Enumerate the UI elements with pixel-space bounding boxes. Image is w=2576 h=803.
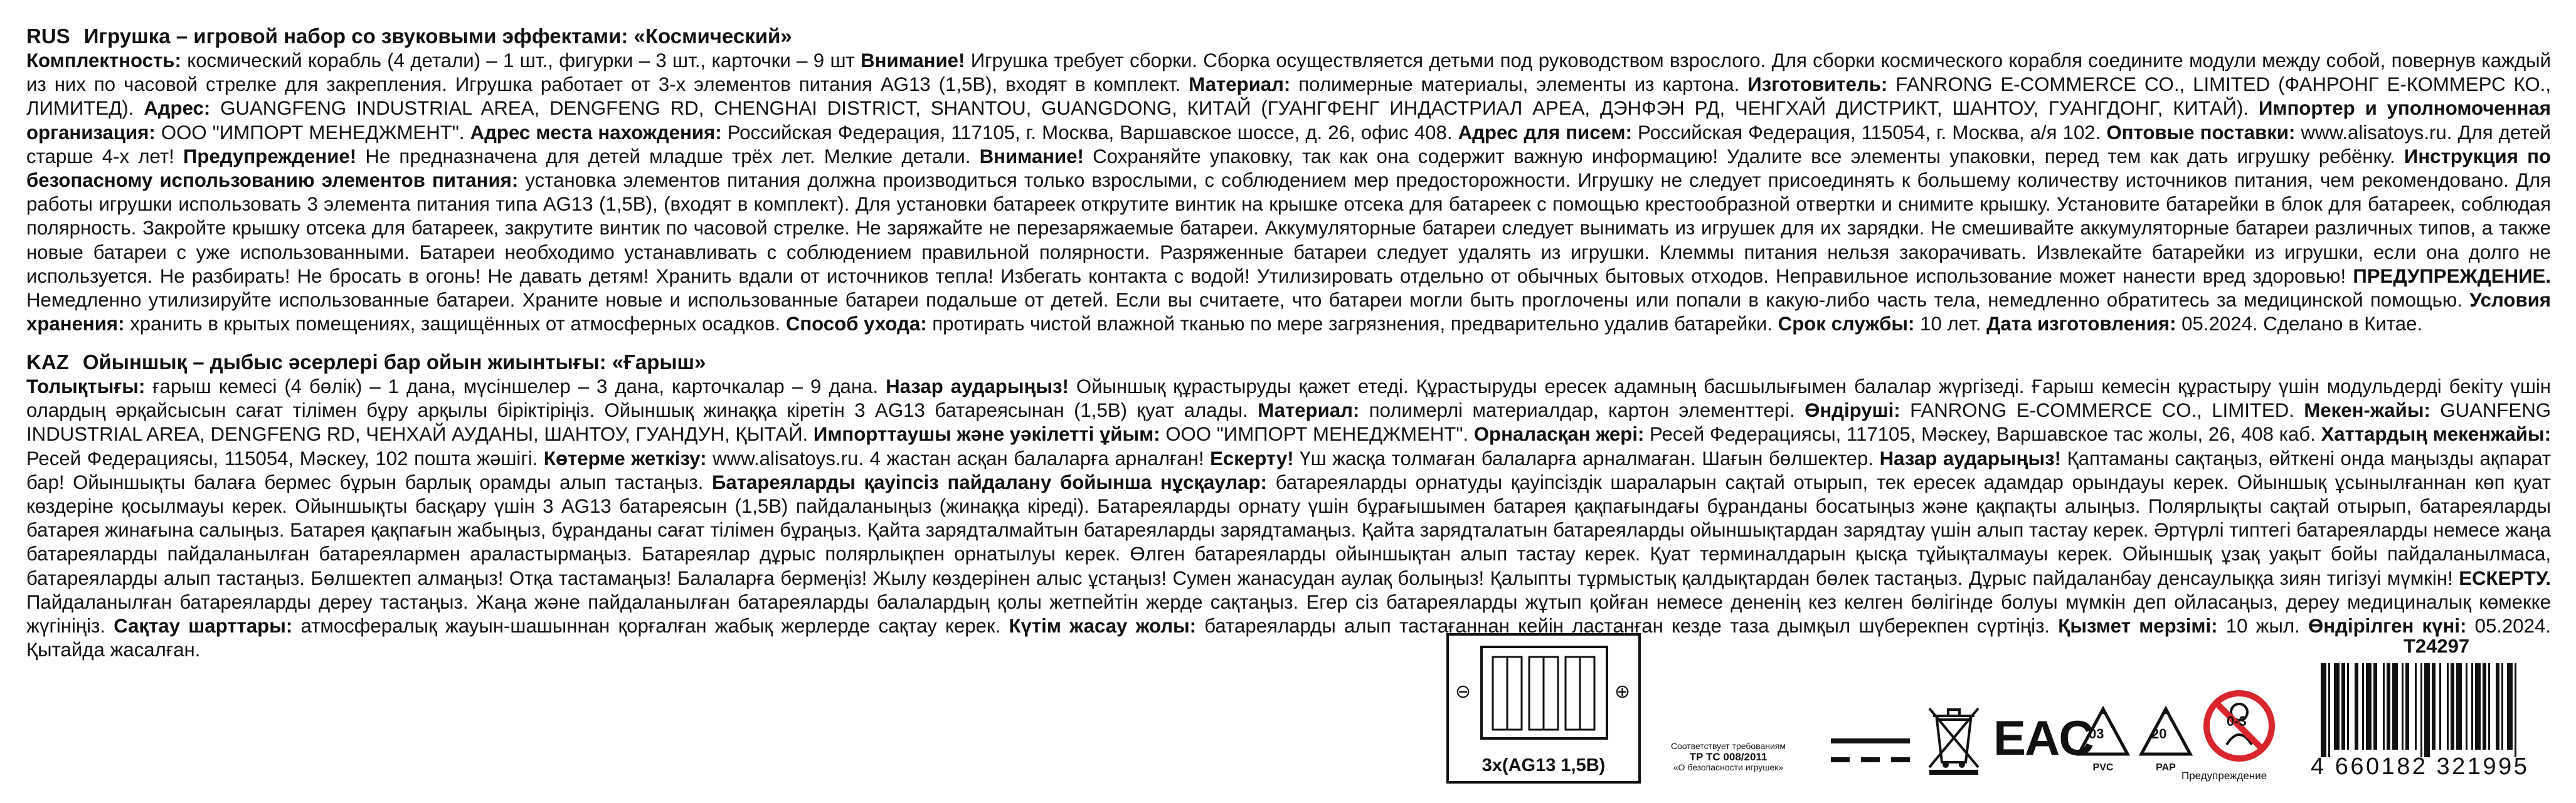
barcode-bar xyxy=(2341,663,2345,750)
kaz-bold-label: Өндірілген күні: xyxy=(2308,615,2467,638)
rus-text-segment: 10 лет. xyxy=(1914,313,1987,335)
warning-label: Предупреждение xyxy=(2181,770,2267,782)
kaz-text-segment: батареяларды алып тастағаннан кейін ластанған кезде таза дымқыл шүберекпен сүртіңіз. xyxy=(1196,615,2059,638)
rus-lang-code: RUS xyxy=(26,24,70,48)
rus-text-segment: Российская Федерация, 115054, г. Москва, а/я 102. xyxy=(1631,121,2107,144)
rus-text-segment: Сохраняйте упаковку, так как она содержит важную информацию! Удалите все элементы упаковки, перед тем как дать игрушку ребёнку. xyxy=(1083,145,2404,167)
kaz-bold-label: Толықтығы: xyxy=(26,375,146,397)
barcode-bar xyxy=(2471,663,2473,750)
rus-text-segment: GUANGFENG INDUSTRIAL AREA, DENGFENG RD, CHENGHAI DISTRICT, SHANTOU, GUANGDONG, КИТАЙ (ГУАНГФЕНГ ИНДАСТРИАЛ АРЕА, ДЭНФЭН РД, ЧЕНГХАЙ ДИСТРИКТ, ШАНТОУ, ГУАНГДОНГ, КИТАЙ). xyxy=(210,97,2259,120)
rus-text-segment: Игрушка требует сборки. Сборка осуществляется детьми под руководством взрослого. Для сборки космического корабля соедините модули между собой, повернув каждый из них по часовой стрелке для закрепления. Игрушка работает от 3-х элементов питания AG13 (1,5В), входят в комплект. xyxy=(26,50,2551,96)
rus-title: Игрушка – игровой набор со звуковыми эффектами: «Космический» xyxy=(83,24,792,48)
rus-bold-label: ПРЕДУПРЕЖДЕНИЕ. xyxy=(2353,265,2551,287)
kaz-text-segment: ООО "ИМПОРТ МЕНЕДЖМЕНТ". xyxy=(1160,423,1474,446)
kaz-bold-label: Материал: xyxy=(1258,399,1360,422)
kaz-bold-label: Назар аударыңыз! xyxy=(1879,447,2062,470)
pvc-label: PVC xyxy=(2092,762,2114,773)
direct-current-icon xyxy=(1828,732,1913,770)
rus-heading xyxy=(26,24,2551,49)
barcode-bar xyxy=(2447,663,2449,750)
barcode-bar xyxy=(2347,663,2349,750)
kaz-bold-label: Өндіруші: xyxy=(1805,399,1900,422)
rus-bold-label: Внимание! xyxy=(979,145,1084,167)
kaz-text-segment: Пайдаланылған батареяларды дереу тастаңыз. Жаңа және пайдаланылған батареяларды балалардың қолы жетпейтін жерде сақтаңыз. Егер сіз батареяларды жұтып қойған немесе дененің кез келген бөлігінде болуы мүмкін деп ойласаңыз, дереу медициналық көмекке жүгініңіз. xyxy=(26,590,2551,638)
pvc-number: 03 xyxy=(2089,726,2104,742)
rus-bold-label: Адрес для писем: xyxy=(1458,121,1632,144)
rus-bold-label: Условия хранения: xyxy=(26,289,2551,335)
battery-diagram xyxy=(1446,633,1641,784)
kaz-text-segment: полимерлі материалдар, картон элементтері. xyxy=(1359,399,1805,422)
rus-description xyxy=(26,49,2551,336)
barcode-bar xyxy=(2439,663,2441,750)
barcode-bar xyxy=(2420,663,2422,757)
kaz-text-segment: 05.2024. Қытайда жасалған. xyxy=(26,615,2551,661)
kaz-bold-label: Батареяларды қауіпсіз пайдалану бойынша нұсқаулар: xyxy=(712,471,1267,493)
rus-text-segment: Не предназначена для детей младше трёх лет. Мелкие детали. xyxy=(356,145,980,167)
rus-text-segment: установка элементов питания должна производиться только взрослыми, с соблюдением мер предосторожности. Игрушку не следует присоединять к большему количеству источников питания, чем рекомендовано. Для работы игрушки использовать 3 элемента питания типа AG13 (1,5В), (входят в комплект). Для установки батареек открутите винтик на крышке отсека для батареек с помощью крестообразной отвертки и снимите крышку. Установите батарейки в блок для батареек, соблюдая полярность. Закройте крышку отсека для батареек, закрутите винтик по часовой стрелке. Не заряжайте не перезаряжаемые батареи. Аккумуляторные батареи следует вынимать из игрушек для их зарядки. Не смешивайте аккумуляторные батареи различных типов, а также новые батареи с уже использованными. Батареи необходимо устанавливать с соблюдением правильной полярности. Разряженные батареи следует удалять из игрушки. Клеммы питания нельзя закорачивать. Извлекайте батарейки из игрушки, если она долго не используется. Не разбирать! Не бросать в огонь! Не давать детям! Хранить вдали от источников тепла! Избегать контакта с водой! Утилизировать отдельно от обычных бытовых отходов. Неправильное использование может нанести вред здоровью! xyxy=(26,169,2551,287)
kaz-text-segment: ғарыш кемесі (4 бөлік) – 1 дана, мүсіншелер – 3 дана, карточкалар – 9 дана. xyxy=(145,375,886,397)
rus-bold-label: Способ ухода: xyxy=(785,313,927,335)
barcode-bar xyxy=(2475,663,2481,750)
barcode-bar xyxy=(2387,663,2390,750)
kaz-bold-label: Мекен-жайы: xyxy=(2304,399,2430,422)
rus-bold-label: Материал: xyxy=(1189,73,1291,96)
barcode-bar xyxy=(2392,663,2398,750)
age-range: 0-3 xyxy=(2227,713,2247,729)
rus-bold-label: Предупреждение! xyxy=(183,145,357,167)
barcode-bar xyxy=(2362,663,2364,750)
kaz-text-segment: Ресей Федерациясы, 115054, Мәскеу, 102 пошта жәшігі. xyxy=(26,447,544,470)
barcode-bar xyxy=(2402,663,2404,750)
kaz-text-segment: Үш жасқа толмаған балаларға арналмаған. Шағын бөлшектер. xyxy=(1293,447,1880,470)
rus-text-segment: протирать чистой влажной тканью по мере загрязнения, предварительно удалив батарейки. xyxy=(926,313,1778,335)
kaz-bold-label: ЕСКЕРТУ. xyxy=(2459,567,2551,589)
barcode-bar xyxy=(2501,663,2503,750)
kaz-text-segment: Ойыншық құрастыруды қажет етеді. Құрастыруды ересек адамның басшылығымен балалар жүргізеді. Ғарыш кемесін құрастыру үшін модульдерді бекіту үшін олардың әрқайсысын сағат тілімен бұру арқылы біріктіріңіз. Ойыншық жинаққа кіретін 3 AG13 батареясынан (1,5В) қуат алады. xyxy=(26,375,2551,422)
rus-text-segment: www.alisatoys.ru. Для детей старше 4-х лет! xyxy=(26,121,2551,167)
kaz-bold-label: Сақтау шарттары: xyxy=(114,615,293,638)
kaz-bold-label: Көтерме жеткізу: xyxy=(543,447,707,470)
rus-text-segment: Российская Федерация, 117105, г. Москва, Варшавское шоссе, д. 26, офис 408. xyxy=(721,121,1458,144)
kaz-bold-label: Орналасқан жері: xyxy=(1473,423,1645,446)
barcode-bar xyxy=(2496,663,2499,750)
battery-label: 3x(AG13 1,5B) xyxy=(1481,755,1606,775)
rus-text-segment: 05.2024. Сделано в Китае. xyxy=(2176,313,2423,335)
rus-section xyxy=(26,24,2551,336)
pap-label: PAP xyxy=(2156,762,2176,773)
barcode xyxy=(2321,663,2547,757)
kaz-text-segment: атмосфералық жауын-шашыннан қорғалған жабық жерлерде сақтау керек. xyxy=(292,615,1009,638)
conformity-standard: ТР ТС 008/2011 xyxy=(1689,751,1768,763)
rus-text-segment: хранить в крытых помещениях, защищённых от атмосферных осадков. xyxy=(124,313,786,335)
kaz-description xyxy=(26,375,2551,662)
crossed-bin-icon xyxy=(1926,702,1982,776)
product-code: T24297 xyxy=(2404,635,2470,657)
kaz-bold-label: Қызмет мерзімі: xyxy=(2058,615,2218,638)
rus-text-segment: космический корабль (4 детали) – 1 шт., фигурки – 3 шт., карточки – 9 шт xyxy=(181,50,861,71)
barcode-bar xyxy=(2451,663,2454,750)
conformity-note xyxy=(1661,741,1796,773)
rus-bold-label: Оптовые поставки: xyxy=(2106,121,2296,144)
barcode-bar xyxy=(2488,663,2490,750)
rus-text-segment: полимерные материалы, элементы из картона. xyxy=(1290,73,1748,96)
barcode-bar xyxy=(2321,663,2326,757)
rus-bold-label: Дата изготовления: xyxy=(1986,313,2176,335)
conformity-line1: Соответствует требованиям xyxy=(1670,741,1786,751)
barcode-bar xyxy=(2373,663,2377,750)
barcode-bar xyxy=(2328,663,2330,757)
barcode-bar xyxy=(2432,663,2436,750)
kaz-heading xyxy=(26,350,2551,375)
kaz-text-segment: www.alisatoys.ru. 4 жастан асқан балаларға арналған! xyxy=(706,447,1211,470)
kaz-lang-code: KAZ xyxy=(26,350,69,374)
rus-bold-label: Внимание! xyxy=(861,50,965,71)
rus-bold-label: Срок службы: xyxy=(1778,313,1915,335)
kaz-text-segment: FANRONG E-COMMERCE CO., LIMITED. xyxy=(1900,399,2304,422)
eac-mark: EAC xyxy=(1993,710,2093,765)
kaz-bold-label: Ескерту! xyxy=(1210,447,1294,470)
rus-bold-label: Изготовитель: xyxy=(1747,73,1888,96)
barcode-bar xyxy=(2405,663,2409,750)
rus-bold-label: Инструкция по безопасному использованию элементов питания: xyxy=(26,145,2552,192)
barcode-bar xyxy=(2334,663,2340,750)
barcode-bar xyxy=(2483,663,2486,750)
barcode-bar xyxy=(2415,663,2417,750)
barcode-bar xyxy=(2383,663,2385,750)
barcode-digits: 4 660182 321995 xyxy=(2311,753,2530,780)
barcode-bar xyxy=(2507,663,2513,750)
rus-text-segment: ООО "ИМПОРТ МЕНЕДЖМЕНТ". xyxy=(155,121,470,144)
barcode-bar xyxy=(2515,663,2516,757)
kaz-text-segment: батареяларды орнатуды қауіпсіздік шараларын сақтай отырып, тек ересек адамдар орындауы керек. Ойыншық ұсынылғаннан көп қуат көздеріне қосылмауы керек. Ойыншықты басқару үшін 3 AG13 батареясын (1,5В) пайдаланыңыз (жинаққа кіреді). Батареяларды орнату үшін бұрағышымен батарея қақпағындағы бұранданы босатыңыз және қақпақты алыңыз. Полярлықты сақтай отырып, батареяларды батарея жинағына салыңыз. Батарея қақпағын жабыңыз, бұранданы сағат тілімен бұраңыз. Қайта зарядталмайтын батареяларды зарядтамаңыз. Қайта зарядталатын батареяларды ойыншықтардан зарядтау үшін алып тастау керек. Әртүрлі типтегі батареяларды немесе жаңа батареяларды пайдаланылған батареялармен араластырмаңыз. Батареялар дұрыс полярлықпен орнатылуы керек. Өлген батареяларды ойыншықтан алып тастау керек. Қуат терминалдарын қысқа тұйықталмауы керек. Ойыншық ұзақ уақыт бойы пайдаланылмаса, батареяларды алып тастаңыз. Бөлшектеп алмаңыз! Отқа тастамаңыз! Балаларға бермеңіз! Жылу көздерінен алыс ұстаңыз! Сумен жанасудан аулақ болыңыз! Қалыпты тұрмыстық қалдықтардан бөлек тастаңыз. Дұрыс пайдаланбау денсаулыққа зиян тигізуі мүмкін! xyxy=(26,471,2551,589)
pap-number: 20 xyxy=(2151,726,2167,742)
kaz-title: Ойыншық – дыбыс әсерлері бар ойын жиынтығы: «Ғарыш» xyxy=(82,350,706,374)
plus-terminal-icon: ⊕ xyxy=(1614,681,1631,702)
kaz-text-segment: Қаптаманы сақтаңыз, өйткені онда маңызды ақпарат бар! Ойыншықты балаға бермес бұрын барлық орамды алып тастаңыз. xyxy=(26,447,2551,493)
rus-bold-label: Комплектность: xyxy=(26,50,181,71)
barcode-bar xyxy=(2366,663,2372,750)
kaz-text-segment: 10 жыл. xyxy=(2217,615,2309,638)
minus-terminal-icon: ⊖ xyxy=(1455,681,1471,702)
kaz-bold-label: Импорттаушы және уәкілетті ұйым: xyxy=(813,423,1160,446)
kaz-bold-label: Күтім жасау жолы: xyxy=(1009,615,1197,638)
kaz-bold-label: Хаттардың мекенжайы: xyxy=(2321,423,2551,446)
rus-bold-label: Импортер и уполномоченная организация: xyxy=(26,97,2551,144)
barcode-bar xyxy=(2456,663,2462,750)
rus-bold-label: Адрес места нахождения: xyxy=(470,121,722,144)
kaz-section xyxy=(26,350,2551,662)
rus-text-segment: FANRONG E-COMMERCE CO., LIMITED (ФАНРОНГ Е-КОММЕРС КО., ЛИМИТЕД). xyxy=(26,73,2552,120)
barcode-bar xyxy=(2466,663,2467,750)
rus-text-segment: Немедленно утилизируйте использованные батареи. Храните новые и использованные батареи подальше от детей. Если вы считаете, что батареи могли быть проглочены или попали в какую-либо часть тела, немедленно обратитесь за медицинской помощью. xyxy=(26,289,2470,312)
conformity-line3: «О безопасности игрушек» xyxy=(1673,762,1784,772)
kaz-text-segment: GUANFENG INDUSTRIAL AREA, DENGFENG RD, ЧЕНХАЙ АУДАНЫ, ШАНТОУ, ГУАНДУН, ҚЫТАЙ. xyxy=(26,399,2551,446)
rus-bold-label: Адрес: xyxy=(144,97,211,120)
barcode-bar xyxy=(2424,663,2430,757)
kaz-bold-label: Назар аударыңыз! xyxy=(886,375,1069,397)
kaz-text-segment: Ресей Федерациясы, 117105, Мәскеу, Варшавское тас жолы, 26, 408 каб. xyxy=(1644,423,2321,446)
barcode-bar xyxy=(2355,663,2358,750)
